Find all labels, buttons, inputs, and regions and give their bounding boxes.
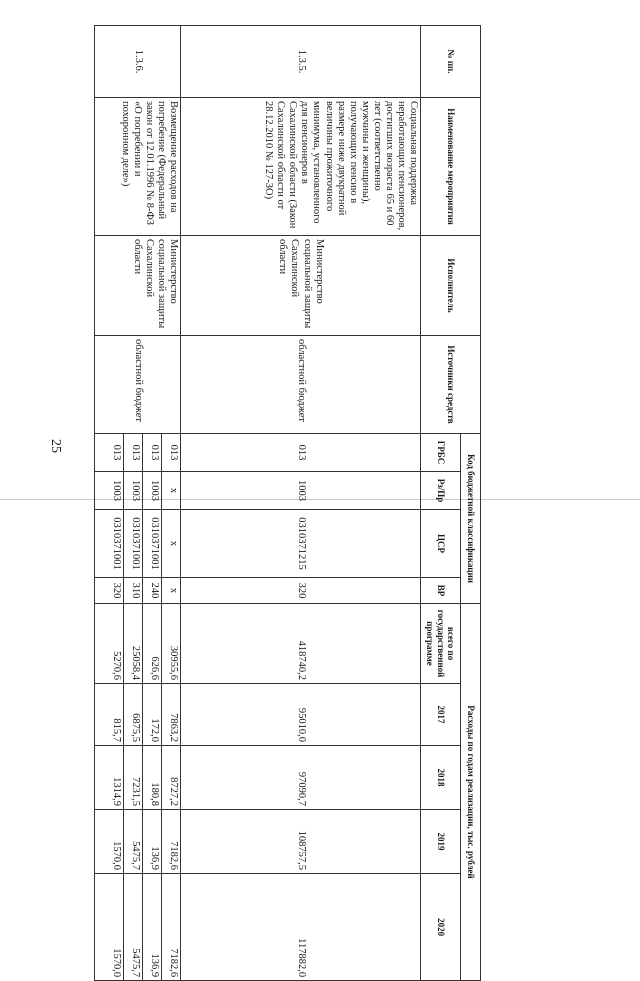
row-2019: 136,9: [143, 810, 162, 874]
row-2019: 108757,5: [181, 810, 421, 874]
row-source: областной бюджет: [181, 336, 421, 434]
row-vr: 320: [181, 578, 421, 604]
header-rzpr: Рз/Пр: [421, 472, 461, 510]
row-2018: 7231,5: [124, 746, 143, 810]
row-2019: 5475,7: [124, 810, 143, 874]
row-rzpr: 1003: [124, 472, 143, 510]
row-2017: 6875,5: [124, 684, 143, 746]
header-2017: 2017: [421, 684, 461, 746]
row-grbs: 013: [143, 434, 162, 472]
row-grbs: 013: [124, 434, 143, 472]
row-2020: 136,9: [143, 874, 162, 981]
row-grbs: 013: [181, 434, 421, 472]
row-2017: 815,7: [95, 684, 124, 746]
row-csr: х: [162, 510, 181, 578]
header-grbs: ГРБС: [421, 434, 461, 472]
row-2018: 97090,7: [181, 746, 421, 810]
row-2019: 1570,0: [95, 810, 124, 874]
row-total: 30955,6: [162, 604, 181, 684]
row-2017: 7863,2: [162, 684, 181, 746]
row-csr: 0310371215: [181, 510, 421, 578]
row-num: 1.3.6.: [95, 26, 181, 98]
rotated-table-container: [94, 25, 481, 978]
row-2018: 8727,2: [162, 746, 181, 810]
header-total: всего по государственной программе: [421, 604, 461, 684]
header-budget-code: Код бюджетной классификации: [461, 434, 481, 604]
row-rzpr: 1003: [143, 472, 162, 510]
header-num: № пп.: [421, 26, 481, 98]
row-csr: 0310371001: [124, 510, 143, 578]
header-2018: 2018: [421, 746, 461, 810]
row-rzpr: х: [162, 472, 181, 510]
row-name: Возмещение расходов на погребение (Федеральный закон от 12.01.1996 № 8-ФЗ «О погребении и похоронном деле»): [95, 98, 181, 236]
header-name: Наименование мероприятия: [421, 98, 481, 236]
row-total: 418740,2: [181, 604, 421, 684]
row-vr: х: [162, 578, 181, 604]
row-2019: 7182,6: [162, 810, 181, 874]
row-rzpr: 1003: [181, 472, 421, 510]
row-2017: 95010,0: [181, 684, 421, 746]
row-csr: 0310371001: [143, 510, 162, 578]
row-executor: Министерство социальной защиты Сахалинской области: [181, 236, 421, 336]
header-vr: ВР: [421, 578, 461, 604]
row-2020: 5475,7: [124, 874, 143, 981]
row-csr: 0310371001: [95, 510, 124, 578]
header-csr: ЦСР: [421, 510, 461, 578]
header-2019: 2019: [421, 810, 461, 874]
row-2018: 180,8: [143, 746, 162, 810]
header-executor: Исполнитель: [421, 236, 481, 336]
row-grbs: 013: [95, 434, 124, 472]
table-row: [181, 26, 421, 981]
row-name: Социальная поддержка неработающих пенсионеров, достигших возраста 65 и 60 лет (соответственно мужчины и женщины), получающих пенсию в размере ниже двукратной величины прожиточного минимума, установленного для пенсионеров в Сахалинской области (Закон Сахалинской области от 28.12.2010 № 127-ЗО): [181, 98, 421, 236]
header-source: Источники средств: [421, 336, 481, 434]
row-total: 25058,4: [124, 604, 143, 684]
row-vr: 320: [95, 578, 124, 604]
row-vr: 310: [124, 578, 143, 604]
row-vr: 240: [143, 578, 162, 604]
row-2020: 7182,6: [162, 874, 181, 981]
row-2020: 117882,0: [181, 874, 421, 981]
row-2020: 1570,0: [95, 874, 124, 981]
row-rzpr: 1003: [95, 472, 124, 510]
row-2018: 1314,9: [95, 746, 124, 810]
page-number: 25: [48, 439, 63, 453]
row-num: 1.3.5.: [181, 26, 421, 98]
row-total: 5270,6: [95, 604, 124, 684]
row-total: 626,6: [143, 604, 162, 684]
row-source: областной бюджет: [95, 336, 181, 434]
header-2020: 2020: [421, 874, 461, 981]
budget-table: [94, 25, 481, 981]
table-row: [162, 26, 181, 981]
row-executor: Министерство социальной защиты Сахалинской области: [95, 236, 181, 336]
row-grbs: 013: [162, 434, 181, 472]
row-2017: 172,0: [143, 684, 162, 746]
header-expenses: Расходы по годам реализации, тыс. рублей: [461, 604, 481, 981]
